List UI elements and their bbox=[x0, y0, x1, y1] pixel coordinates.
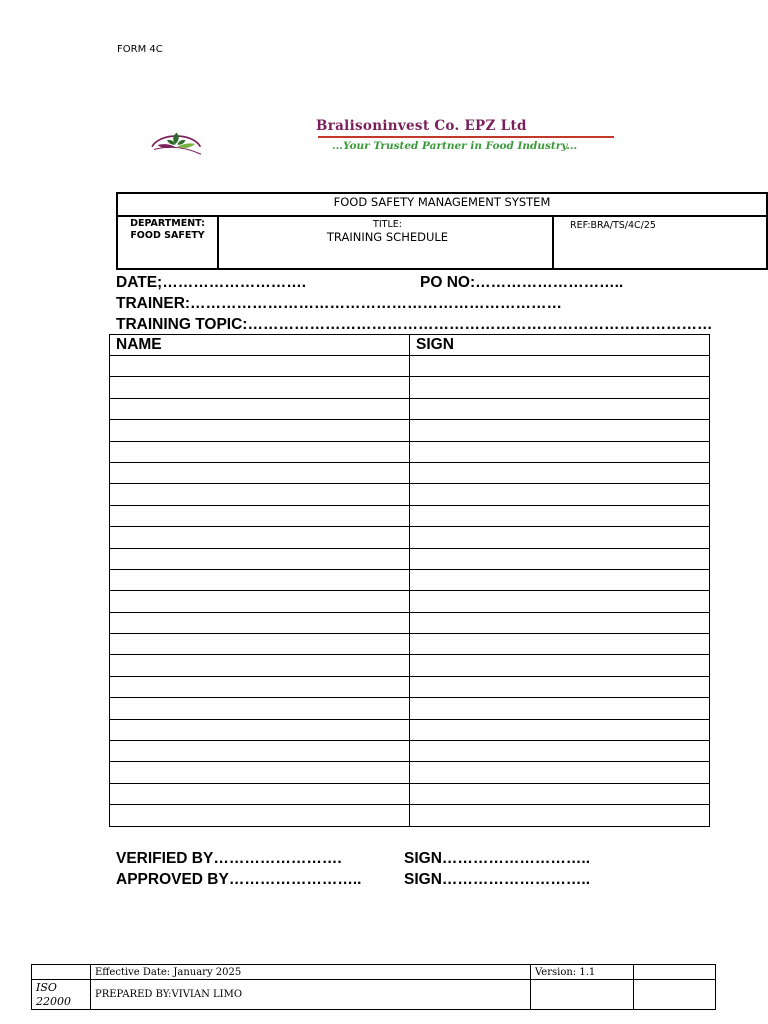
sign-cell[interactable] bbox=[410, 676, 710, 697]
sign-cell[interactable] bbox=[410, 420, 710, 441]
name-cell[interactable] bbox=[110, 527, 410, 548]
sign-cell[interactable] bbox=[410, 805, 710, 826]
company-tagline: ...Your Trusted Partner in Food Industry... bbox=[332, 140, 578, 152]
table-header-row bbox=[110, 335, 710, 356]
name-cell[interactable] bbox=[110, 676, 410, 697]
table-row bbox=[110, 484, 710, 505]
name-cell[interactable] bbox=[110, 762, 410, 783]
sign-cell[interactable] bbox=[410, 783, 710, 804]
sign-column-header: SIGN bbox=[410, 335, 710, 356]
table-row bbox=[110, 462, 710, 483]
effective-date: Effective Date: January 2025 bbox=[91, 965, 531, 980]
sign-cell[interactable] bbox=[410, 441, 710, 462]
version: Version: 1.1 bbox=[531, 965, 634, 980]
table-row bbox=[110, 762, 710, 783]
form-number: FORM 4C bbox=[117, 44, 163, 55]
name-cell[interactable] bbox=[110, 741, 410, 762]
sign-cell[interactable] bbox=[410, 505, 710, 526]
verified-by-field: VERIFIED BY……………………. bbox=[116, 850, 342, 867]
iso-standard: ISO 22000 bbox=[32, 980, 91, 1010]
verified-sign-field: SIGN……………………….. bbox=[404, 850, 591, 867]
name-cell[interactable] bbox=[110, 441, 410, 462]
document-header bbox=[116, 192, 768, 270]
sign-cell[interactable] bbox=[410, 634, 710, 655]
name-cell[interactable] bbox=[110, 783, 410, 804]
table-row bbox=[110, 505, 710, 526]
attendance-table bbox=[109, 334, 710, 827]
name-cell[interactable] bbox=[110, 484, 410, 505]
footer-blank-cell bbox=[634, 980, 716, 1010]
sign-cell[interactable] bbox=[410, 591, 710, 612]
table-row bbox=[110, 634, 710, 655]
name-cell[interactable] bbox=[110, 612, 410, 633]
company-logo bbox=[150, 105, 310, 180]
department-cell bbox=[118, 217, 219, 268]
table-row bbox=[110, 805, 710, 826]
reference-number: REF:BRA/TS/4C/25 bbox=[570, 220, 656, 231]
table-row bbox=[110, 698, 710, 719]
name-cell[interactable] bbox=[110, 569, 410, 590]
table-row bbox=[110, 398, 710, 419]
sign-cell[interactable] bbox=[410, 612, 710, 633]
sign-cell[interactable] bbox=[410, 377, 710, 398]
table-row bbox=[110, 783, 710, 804]
sign-cell[interactable] bbox=[410, 762, 710, 783]
name-cell[interactable] bbox=[110, 398, 410, 419]
name-cell[interactable] bbox=[110, 698, 410, 719]
sign-cell[interactable] bbox=[410, 462, 710, 483]
trainer-field: TRAINER:……………………………………………………………… bbox=[116, 295, 563, 312]
prepared-by: PREPARED BY:VIVIAN LIMO bbox=[91, 980, 531, 1010]
po-number-field: PO NO:……………………….. bbox=[420, 274, 624, 291]
department-label: DEPARTMENT: bbox=[130, 218, 205, 229]
sign-cell[interactable] bbox=[410, 356, 710, 377]
table-row bbox=[110, 612, 710, 633]
sign-cell[interactable] bbox=[410, 527, 710, 548]
footer-blank-cell bbox=[634, 965, 716, 980]
sign-cell[interactable] bbox=[410, 655, 710, 676]
table-row bbox=[110, 377, 710, 398]
name-cell[interactable] bbox=[110, 719, 410, 740]
document-footer bbox=[31, 964, 716, 1010]
title-value: TRAINING SCHEDULE bbox=[326, 230, 449, 244]
name-cell[interactable] bbox=[110, 356, 410, 377]
sign-cell[interactable] bbox=[410, 569, 710, 590]
sign-cell[interactable] bbox=[410, 548, 710, 569]
footer-blank-cell bbox=[531, 980, 634, 1010]
title-cell bbox=[223, 217, 554, 268]
tagline-divider bbox=[318, 136, 614, 138]
attendance-rows bbox=[110, 356, 710, 827]
table-row bbox=[110, 527, 710, 548]
table-row bbox=[110, 420, 710, 441]
table-row bbox=[110, 719, 710, 740]
sign-cell[interactable] bbox=[410, 719, 710, 740]
name-cell[interactable] bbox=[110, 462, 410, 483]
table-row bbox=[110, 591, 710, 612]
table-row bbox=[110, 356, 710, 377]
footer-blank-cell bbox=[32, 965, 91, 980]
name-cell[interactable] bbox=[110, 377, 410, 398]
sign-cell[interactable] bbox=[410, 698, 710, 719]
sign-cell[interactable] bbox=[410, 741, 710, 762]
name-column-header: NAME bbox=[110, 335, 410, 356]
table-row bbox=[110, 569, 710, 590]
system-title: FOOD SAFETY MANAGEMENT SYSTEM bbox=[118, 194, 766, 217]
department-value: FOOD SAFETY bbox=[130, 230, 205, 241]
training-topic-field: TRAINING TOPIC:……………………………………………………………………………… bbox=[116, 316, 713, 333]
date-field: DATE;………………………. bbox=[116, 274, 307, 291]
name-cell[interactable] bbox=[110, 805, 410, 826]
name-cell[interactable] bbox=[110, 505, 410, 526]
sign-cell[interactable] bbox=[410, 484, 710, 505]
table-row bbox=[110, 655, 710, 676]
company-name: Bralisoninvest Co. EPZ Ltd bbox=[316, 118, 527, 134]
name-cell[interactable] bbox=[110, 591, 410, 612]
title-label: TITLE: bbox=[373, 219, 402, 230]
name-cell[interactable] bbox=[110, 634, 410, 655]
table-row bbox=[110, 741, 710, 762]
table-row bbox=[110, 548, 710, 569]
approved-sign-field: SIGN……………………….. bbox=[404, 871, 591, 888]
table-row bbox=[110, 676, 710, 697]
table-row bbox=[110, 441, 710, 462]
name-cell[interactable] bbox=[110, 420, 410, 441]
name-cell[interactable] bbox=[110, 655, 410, 676]
sign-cell[interactable] bbox=[410, 398, 710, 419]
approved-by-field: APPROVED BY…………………….. bbox=[116, 871, 362, 888]
name-cell[interactable] bbox=[110, 548, 410, 569]
